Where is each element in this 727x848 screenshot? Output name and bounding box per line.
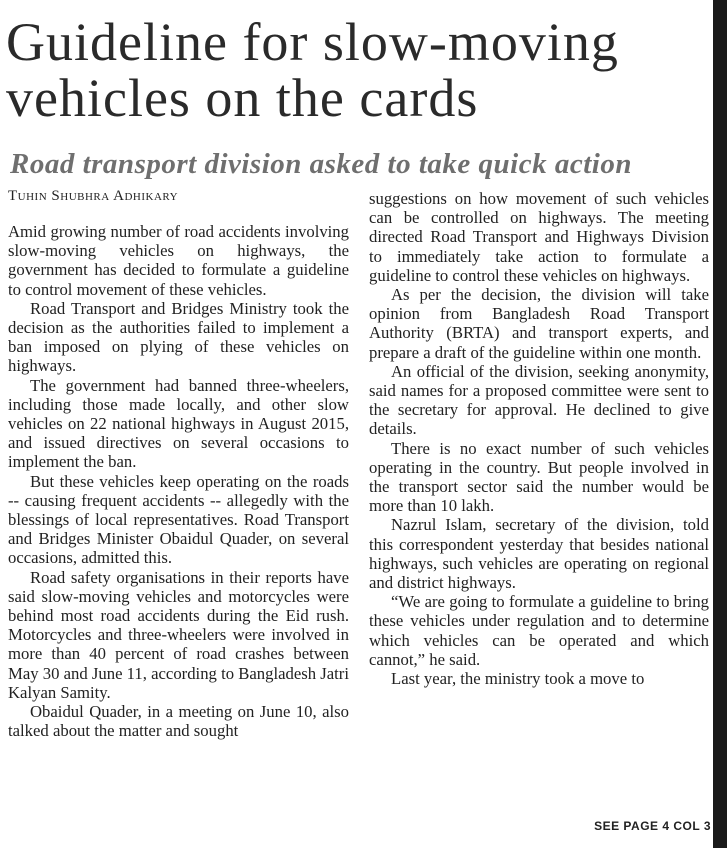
article-column-left bbox=[8, 222, 349, 740]
headline: Guideline for slow-moving vehicles on the cards bbox=[6, 12, 619, 128]
continuation-jump-line: SEE PAGE 4 COL 3 bbox=[594, 819, 711, 833]
paragraph: As per the decision, the division will take opinion from Bangladesh Road Transport Authority (BRTA) and transport experts, and prepare a draft of the guideline within one month. bbox=[369, 285, 709, 362]
byline: Tuhin Shubhra Adhikary bbox=[8, 188, 179, 204]
paragraph: There is no exact number of such vehicles operating in the country. But people involved in the transport sector said the number would be more than 10 lakh. bbox=[369, 438, 709, 516]
paragraph: suggestions on how movement of such vehicles can be controlled on highways. The meeting directed Road Transport and Highways Division to immediately take action to formulate a guideline to control these vehicles on highways. bbox=[369, 189, 709, 285]
paragraph: Road safety organisations in their reports have said slow-moving vehicles and motorcycles were behind most road accidents during the Eid rush. Motorcycles and three-wheelers were involved in more than 40 percent of road crashes between May 30 and June 11, according to Bangladesh Jatri Kalyan Samity. bbox=[8, 567, 349, 702]
paragraph: Amid growing number of road accidents involving slow-moving vehicles on highways, the government has decided to formulate a guideline to control movement of these vehicles. bbox=[8, 222, 349, 299]
paragraph: Obaidul Quader, in a meeting on June 10, also talked about the matter and sought bbox=[8, 702, 349, 741]
article-column-right bbox=[369, 189, 709, 688]
paragraph: The government had banned three-wheelers, including those made locally, and other slow vehicles on 22 national highways in August 2015, and issued directives on several occasions to implement the ban. bbox=[8, 375, 349, 472]
paragraph: “We are going to formulate a guideline to bring these vehicles under regulation and to determine which vehicles can be operated and which cannot,” he said. bbox=[369, 592, 709, 669]
subheadline: Road transport division asked to take quick action bbox=[10, 148, 632, 180]
paragraph: An official of the division, seeking anonymity, said names for a proposed committee were sent to the secretary for approval. He declined to give details. bbox=[369, 361, 709, 439]
page-edge-shadow bbox=[713, 0, 727, 848]
paragraph: Last year, the ministry took a move to bbox=[391, 669, 645, 689]
paragraph: Road Transport and Bridges Ministry took the decision as the authorities failed to implement a ban imposed on plying of these vehicles on highways. bbox=[8, 298, 349, 376]
paragraph: But these vehicles keep operating on the roads -- causing frequent accidents -- allegedly with the blessings of local representatives. Road Transport and Bridges Minister Obaidul Quader, on several occasions, admitted this. bbox=[8, 471, 349, 568]
paragraph: Nazrul Islam, secretary of the division, told this correspondent yesterday that besides national highways, such vehicles are operating on regional and district highways. bbox=[369, 515, 709, 593]
